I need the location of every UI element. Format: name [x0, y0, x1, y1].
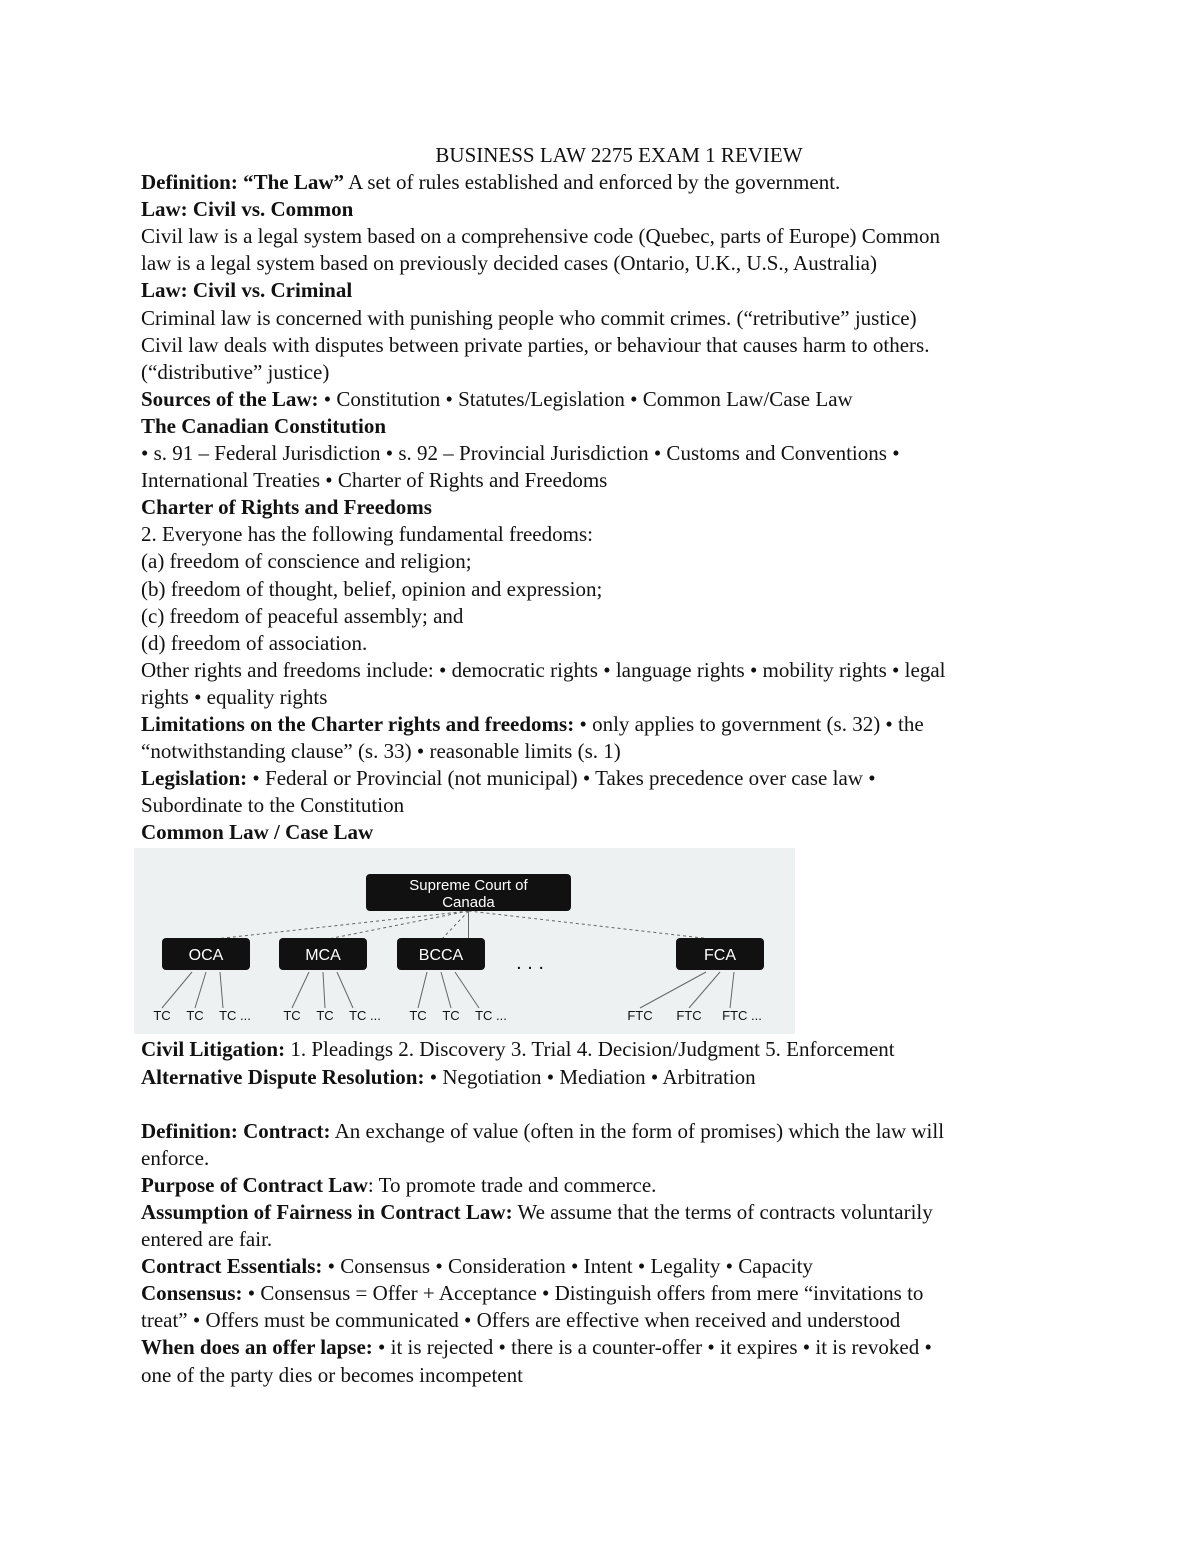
text-line: [141, 1280, 1061, 1307]
trial-connector-line: [220, 972, 223, 1008]
text-line: [141, 305, 1061, 332]
text-line: [141, 576, 1061, 603]
body-text: International Treaties • Charter of Rights and Freedoms: [141, 468, 608, 493]
bold-heading: Definition: Contract:: [141, 1118, 331, 1143]
trial-court-label: TC ...: [349, 1008, 381, 1024]
connector-line: [323, 911, 469, 940]
bold-heading: Sources of the Law:: [141, 386, 319, 411]
text-line: [141, 386, 1061, 413]
text-line: [141, 440, 1061, 467]
body-text: • Negotiation • Mediation • Arbitration: [424, 1064, 756, 1089]
body-text: (a) freedom of conscience and religion;: [141, 549, 472, 574]
text-line: [141, 277, 1061, 304]
bold-heading: Civil Litigation:: [141, 1037, 286, 1062]
text-line: [141, 1334, 1061, 1361]
text-line: [141, 1036, 1061, 1063]
text-line: [141, 792, 1061, 819]
text-line: [141, 711, 1061, 738]
connector-line: [206, 911, 469, 940]
body-text: • Federal or Provincial (not municipal) • Takes precedence over case law •: [247, 766, 876, 791]
body-text: An exchange of value (often in the form of promises) which the law will: [330, 1118, 945, 1143]
body-text: Other rights and freedoms include: • democratic rights • language rights • mobility rights • legal: [141, 657, 946, 682]
text-line: [141, 332, 1061, 359]
text-line: [141, 657, 1061, 684]
trial-connector-line: [337, 972, 353, 1008]
body-text: A set of rules established and enforced by the government.: [344, 170, 841, 195]
text-line: [141, 1091, 1061, 1118]
text-line: [141, 521, 1061, 548]
trial-connector-line: [195, 972, 206, 1008]
bold-heading: Law: Civil vs. Common: [141, 197, 354, 222]
body-text: • Consensus • Consideration • Intent • Legality • Capacity: [322, 1254, 813, 1279]
court-hierarchy-svg: [134, 848, 795, 1034]
bold-heading: Alternative Dispute Resolution:: [141, 1064, 425, 1089]
text-line: [141, 603, 1061, 630]
document-page: [141, 142, 1061, 1389]
text-line: [141, 223, 1061, 250]
text-line: [141, 250, 1061, 277]
bold-heading: Limitations on the Charter rights and freedoms:: [141, 711, 575, 736]
text-line: [141, 1307, 1061, 1334]
trial-court-label: TC: [186, 1008, 204, 1024]
text-line: [141, 169, 1061, 196]
bold-heading: When does an offer lapse:: [141, 1335, 373, 1360]
text-line: [141, 738, 1061, 765]
body-text: : To promote trade and commerce.: [367, 1172, 657, 1197]
body-text: • only applies to government (s. 32) • the: [574, 711, 924, 736]
text-line: [141, 1226, 1061, 1253]
trial-connector-line: [292, 972, 309, 1008]
appeal-court-label: MCA: [305, 947, 341, 965]
trial-court-label: TC: [283, 1008, 301, 1024]
text-line: [141, 765, 1061, 792]
body-text: • Constitution • Statutes/Legislation • Common Law/Case Law: [318, 386, 853, 411]
trial-court-label: TC: [316, 1008, 334, 1024]
trial-court-label: TC: [442, 1008, 460, 1024]
text-line: [141, 467, 1061, 494]
body-text: (d) freedom of association.: [141, 630, 368, 655]
trial-court-label: TC: [409, 1008, 427, 1024]
appeal-court-label: OCA: [188, 947, 224, 965]
section-contracts: [141, 1036, 1061, 1388]
court-hierarchy-diagram: [134, 848, 795, 1034]
bold-heading: Contract Essentials:: [141, 1254, 323, 1279]
body-text: (c) freedom of peaceful assembly; and: [141, 603, 464, 628]
trial-connector-line: [323, 972, 325, 1008]
body-text: Civil law deals with disputes between private parties, or behaviour that causes harm to others.: [141, 332, 930, 357]
text-line: [141, 1253, 1061, 1280]
body-text: rights • equality rights: [141, 684, 328, 709]
trial-court-label: TC ...: [219, 1008, 251, 1024]
body-text: Criminal law is concerned with punishing people who commit crimes. (“retributive” justice): [141, 305, 917, 330]
trial-court-label: FTC ...: [722, 1008, 762, 1024]
bold-heading: Consensus:: [141, 1281, 243, 1306]
section-law-basics: [141, 169, 1061, 846]
text-line: [141, 359, 1061, 386]
bold-heading: Common Law / Case Law: [141, 820, 374, 845]
body-text: “notwithstanding clause” (s. 33) • reasonable limits (s. 1): [141, 739, 621, 764]
body-text: treat” • Offers must be communicated • Offers are effective when received and understood: [141, 1308, 901, 1333]
trial-court-label: TC ...: [475, 1008, 507, 1024]
body-text: one of the party dies or becomes incompetent: [141, 1362, 523, 1387]
bold-heading: Legislation:: [141, 766, 248, 791]
text-line: [141, 819, 1061, 846]
body-text: We assume that the terms of contracts voluntarily: [512, 1200, 933, 1224]
body-text: Civil law is a legal system based on a comprehensive code (Quebec, parts of Europe) Common: [141, 224, 940, 249]
ellipsis-text: . . .: [516, 952, 544, 975]
text-line: [141, 494, 1061, 521]
body-text: • Consensus = Offer + Acceptance • Distinguish offers from mere “invitations to: [242, 1281, 924, 1306]
text-line: [141, 1172, 1061, 1199]
trial-connector-line: [455, 972, 479, 1008]
text-line: [141, 413, 1061, 440]
document-title: BUSINESS LAW 2275 EXAM 1 REVIEW: [435, 143, 803, 167]
bold-heading: The Canadian Constitution: [141, 413, 387, 438]
body-text: 1. Pleadings 2. Discovery 3. Trial 4. Decision/Judgment 5. Enforcement: [285, 1037, 895, 1062]
trial-connector-line: [689, 972, 720, 1008]
bold-heading: Charter of Rights and Freedoms: [141, 495, 432, 520]
text-line: [141, 1145, 1061, 1172]
appeal-court-label: BCCA: [418, 947, 464, 965]
body-text: (“distributive” justice): [141, 359, 330, 384]
text-line: [141, 1199, 1061, 1226]
bold-heading: Purpose of Contract Law: [141, 1172, 368, 1197]
supreme-court-label: Supreme Court of: [409, 877, 528, 895]
trial-connector-line: [640, 972, 706, 1008]
trial-court-label: TC: [153, 1008, 171, 1024]
connector-line: [441, 911, 469, 940]
trial-connector-line: [730, 972, 734, 1008]
appeal-court-label: FCA: [704, 947, 736, 965]
trial-connector-line: [162, 972, 192, 1008]
supreme-court-label: Canada: [442, 894, 495, 912]
bold-heading: Definition: “The Law”: [141, 170, 345, 195]
body-text: • s. 91 – Federal Jurisdiction • s. 92 – Provincial Jurisdiction • Customs and Conventions •: [141, 441, 900, 466]
body-text: • it is rejected • there is a counter-offer • it expires • it is revoked •: [372, 1335, 932, 1360]
bold-heading: Assumption of Fairness in Contract Law:: [141, 1200, 513, 1224]
body-text: law is a legal system based on previously decided cases (Ontario, U.K., U.S., Australia): [141, 251, 877, 276]
body-text: Subordinate to the Constitution: [141, 793, 405, 818]
text-line: [141, 548, 1061, 575]
text-line: [141, 1064, 1061, 1091]
trial-court-label: FTC: [627, 1008, 653, 1024]
text-line: [141, 630, 1061, 657]
text-line: [141, 1362, 1061, 1389]
body-text: (b) freedom of thought, belief, opinion and expression;: [141, 576, 603, 601]
trial-court-label: FTC: [676, 1008, 702, 1024]
text-line: [141, 1118, 1061, 1145]
connector-line: [469, 911, 721, 940]
trial-connector-line: [441, 972, 451, 1008]
bold-heading: Law: Civil vs. Criminal: [141, 278, 353, 303]
text-line: [141, 684, 1061, 711]
body-text: 2. Everyone has the following fundamental freedoms:: [141, 522, 593, 547]
text-line: [141, 196, 1061, 223]
body-text: enforce.: [141, 1145, 210, 1170]
body-text: entered are fair.: [141, 1227, 273, 1252]
trial-connector-line: [418, 972, 427, 1008]
